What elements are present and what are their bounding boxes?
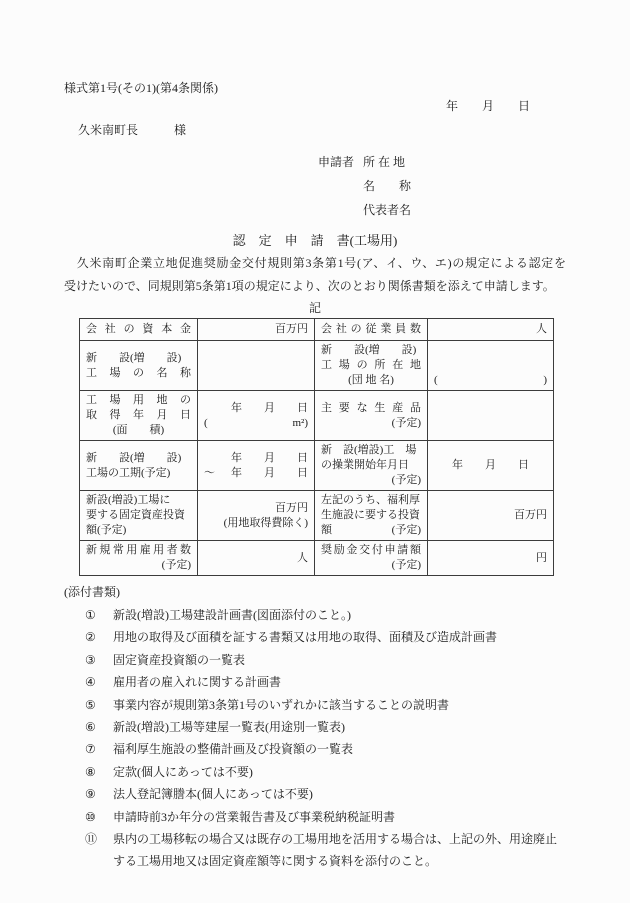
cell-operation-start-label (315, 441, 428, 491)
item-text: 用地の取得及び面積を証する書類又は用地の取得、面積及び造成計画書 (113, 630, 498, 645)
list-item (64, 783, 566, 805)
cell-subsidy-amount-unit: 円 (428, 541, 554, 576)
item-marker: ⑥ (85, 720, 96, 735)
item-text: 新設(増設)工場建設計画書(図面添付のこと。) (113, 608, 351, 622)
body-line-2: 受けたいので、同規則第5条第1項の規定により、次のとおり関係書類を添えて申請します。 (64, 279, 555, 293)
construction-period-label-line2: 工場の工期(予定) (86, 466, 171, 479)
factory-location-danchi-label: (団 地 名) (348, 374, 394, 386)
cell-operation-start-value: 年 月 日 (428, 441, 554, 491)
cell-capital-unit: 百万円 (198, 319, 315, 341)
item-marker: ④ (85, 675, 96, 690)
cell-main-products-value (428, 391, 554, 441)
list-item (64, 806, 566, 828)
table-row (80, 441, 554, 491)
cell-employees-label (315, 319, 428, 341)
period-end-date-line (204, 466, 308, 481)
welfare-label-line3 (321, 523, 421, 538)
attachments-list (64, 604, 566, 873)
item-text: 県内の工場移転の場合又は既存の工場用地を活用する場合は、上記の外、用途廃止する工場用地又は固定資産額等に関する資料を添付のこと。 (113, 832, 558, 869)
cell-factory-location-label (315, 341, 428, 391)
subsidy-amount-label: 奨励金交付申請額 (321, 544, 421, 556)
list-item (64, 671, 566, 693)
factory-location-label-line2: 工場の所在地 (321, 359, 421, 371)
item-marker: ③ (85, 652, 96, 667)
subsidy-planned-label: (予定) (391, 559, 421, 571)
ki-heading: 記 (308, 301, 321, 315)
cell-welfare-investment-label (315, 491, 428, 541)
cell-factory-name-label (80, 341, 198, 391)
applicant-address-label: 所 在 地 (363, 155, 406, 169)
new-employees-planned-label: (予定) (161, 559, 191, 571)
item-text: 固定資産投資額の一覧表 (113, 652, 246, 667)
cell-fixed-asset-investment-value (198, 491, 315, 541)
cell-new-employees-unit: 人 (198, 541, 315, 576)
item-marker: ⑨ (85, 787, 96, 802)
applicant-block (318, 150, 566, 222)
table-row (80, 541, 554, 576)
body-paragraph (64, 252, 566, 298)
list-item (64, 694, 566, 716)
table-row (80, 391, 554, 441)
table-row (80, 341, 554, 391)
fixed-asset-unit: 百万円 (275, 501, 308, 514)
document-title: 認 定 申 請 書(工場用) (232, 233, 398, 248)
cell-fixed-asset-investment-label (80, 491, 198, 541)
square-meter-unit: m²) (292, 416, 308, 429)
item-text: 雇用者の雇入れに関する計画書 (113, 675, 282, 690)
item-marker: ① (85, 608, 96, 622)
list-item (64, 716, 566, 738)
new-employees-label: 新規常用雇用者数 (86, 544, 191, 556)
date-line: 年 月 日 (445, 99, 530, 113)
table-row (80, 319, 554, 341)
factory-location-label-line1: 新 設(増 設) (321, 344, 417, 356)
land-area-field (204, 416, 308, 431)
cell-factory-location-value (428, 341, 554, 391)
operation-start-planned-label: (予定) (391, 474, 421, 486)
capital-label: 会社の資本金 (86, 323, 191, 335)
item-text: 定款(個人にあっては不要) (113, 764, 253, 779)
welfare-label-line2: 生施設に要する投資 (321, 509, 420, 521)
fixed-asset-label-line1: 新設(増設)工場に (86, 494, 171, 506)
item-text: 法人登記簿謄本(個人にあっては不要) (113, 787, 313, 802)
addressee-line: 久米南町長 様 (78, 123, 187, 137)
period-end-date: 年 月 日 (231, 466, 308, 479)
item-marker: ⑧ (85, 764, 96, 779)
fixed-asset-note: (用地取得費除く) (223, 516, 308, 529)
land-acquisition-label-line2: 取得年月日 (86, 409, 191, 421)
welfare-planned-label: (予定) (391, 524, 421, 536)
operation-start-label-line2: の操業開始年月日 (321, 459, 409, 471)
fixed-asset-label-line3: 額(予定) (86, 524, 127, 536)
period-start-date-line: 年 月 日 (231, 451, 308, 464)
item-marker: ⑪ (85, 832, 98, 847)
open-paren: ( (434, 374, 438, 386)
employees-label: 会社の従業員数 (321, 323, 421, 335)
body-line-1: 久米南町企業立地促進奨励金交付規則第3条第1号(ア、イ、ウ、エ)の規定による認定を (64, 256, 566, 270)
cell-employees-unit: 人 (428, 319, 554, 341)
construction-period-label-line1: 新 設(増 設) (86, 451, 182, 464)
fixed-asset-label-line2: 要する固定資産投資 (86, 509, 185, 521)
cell-subsidy-amount-label (315, 541, 428, 576)
attachments-title: (添付書類) (64, 585, 120, 599)
land-acquisition-label-line1: 工場用地の (86, 394, 191, 406)
applicant-name-label: 名 称 (363, 179, 412, 193)
list-item (64, 738, 566, 760)
list-item (64, 626, 566, 648)
item-text: 福利厚生施設の整備計画及び投資額の一覧表 (113, 742, 354, 757)
parenthesis-field (434, 373, 547, 388)
cell-construction-period-label (80, 441, 198, 491)
cell-new-employees-label (80, 541, 198, 576)
table-row (80, 491, 554, 541)
cell-land-acquisition-label (80, 391, 198, 441)
land-acquisition-date-line: 年 月 日 (231, 401, 308, 414)
open-paren: ( (204, 416, 208, 429)
list-item (64, 649, 566, 671)
welfare-label-line1: 左記のうち、福利厚 (321, 494, 420, 506)
item-marker: ⑩ (85, 809, 96, 824)
applicant-label: 申請者 (318, 155, 355, 169)
cell-main-products-label (315, 391, 428, 441)
form-number: 様式第1号(その1)(第4条関係) (64, 81, 218, 95)
applicant-fields (363, 150, 411, 222)
main-products-planned-label: (予定) (391, 416, 421, 429)
list-item (64, 761, 566, 783)
item-text: 新設(増設)工場等建屋一覧表(用途別一覧表) (113, 720, 345, 735)
close-paren: ) (543, 374, 547, 386)
main-products-label: 主要な生産品 (321, 401, 421, 414)
item-text: 申請時前3か年分の営業報告書及び事業税納税証明書 (113, 809, 396, 824)
list-item (64, 828, 566, 873)
cell-factory-name-value (198, 341, 315, 391)
list-item (64, 604, 566, 626)
application-table (79, 318, 554, 576)
cell-welfare-investment-value: 百万円 (428, 491, 554, 541)
applicant-representative-label: 代表者名 (363, 203, 412, 217)
item-marker: ② (85, 630, 96, 645)
cell-capital-label (80, 319, 198, 341)
item-marker: ⑤ (85, 697, 96, 712)
item-text: 事業内容が規則第3条第1号のいずれかに該当することの説明書 (113, 697, 450, 712)
cell-land-acquisition-value (198, 391, 315, 441)
factory-name-label-line1: 新 設(増 設) (86, 351, 182, 364)
land-area-label: (面 積) (112, 424, 165, 436)
tilde-mark: ～ (204, 466, 215, 479)
operation-start-label-line1: 新 設(増設)工 場 (321, 444, 417, 456)
item-marker: ⑦ (85, 742, 96, 757)
factory-name-label-line2: 工場の名称 (86, 366, 191, 379)
cell-construction-period-value (198, 441, 315, 491)
welfare-amount-char: 額 (321, 524, 332, 536)
